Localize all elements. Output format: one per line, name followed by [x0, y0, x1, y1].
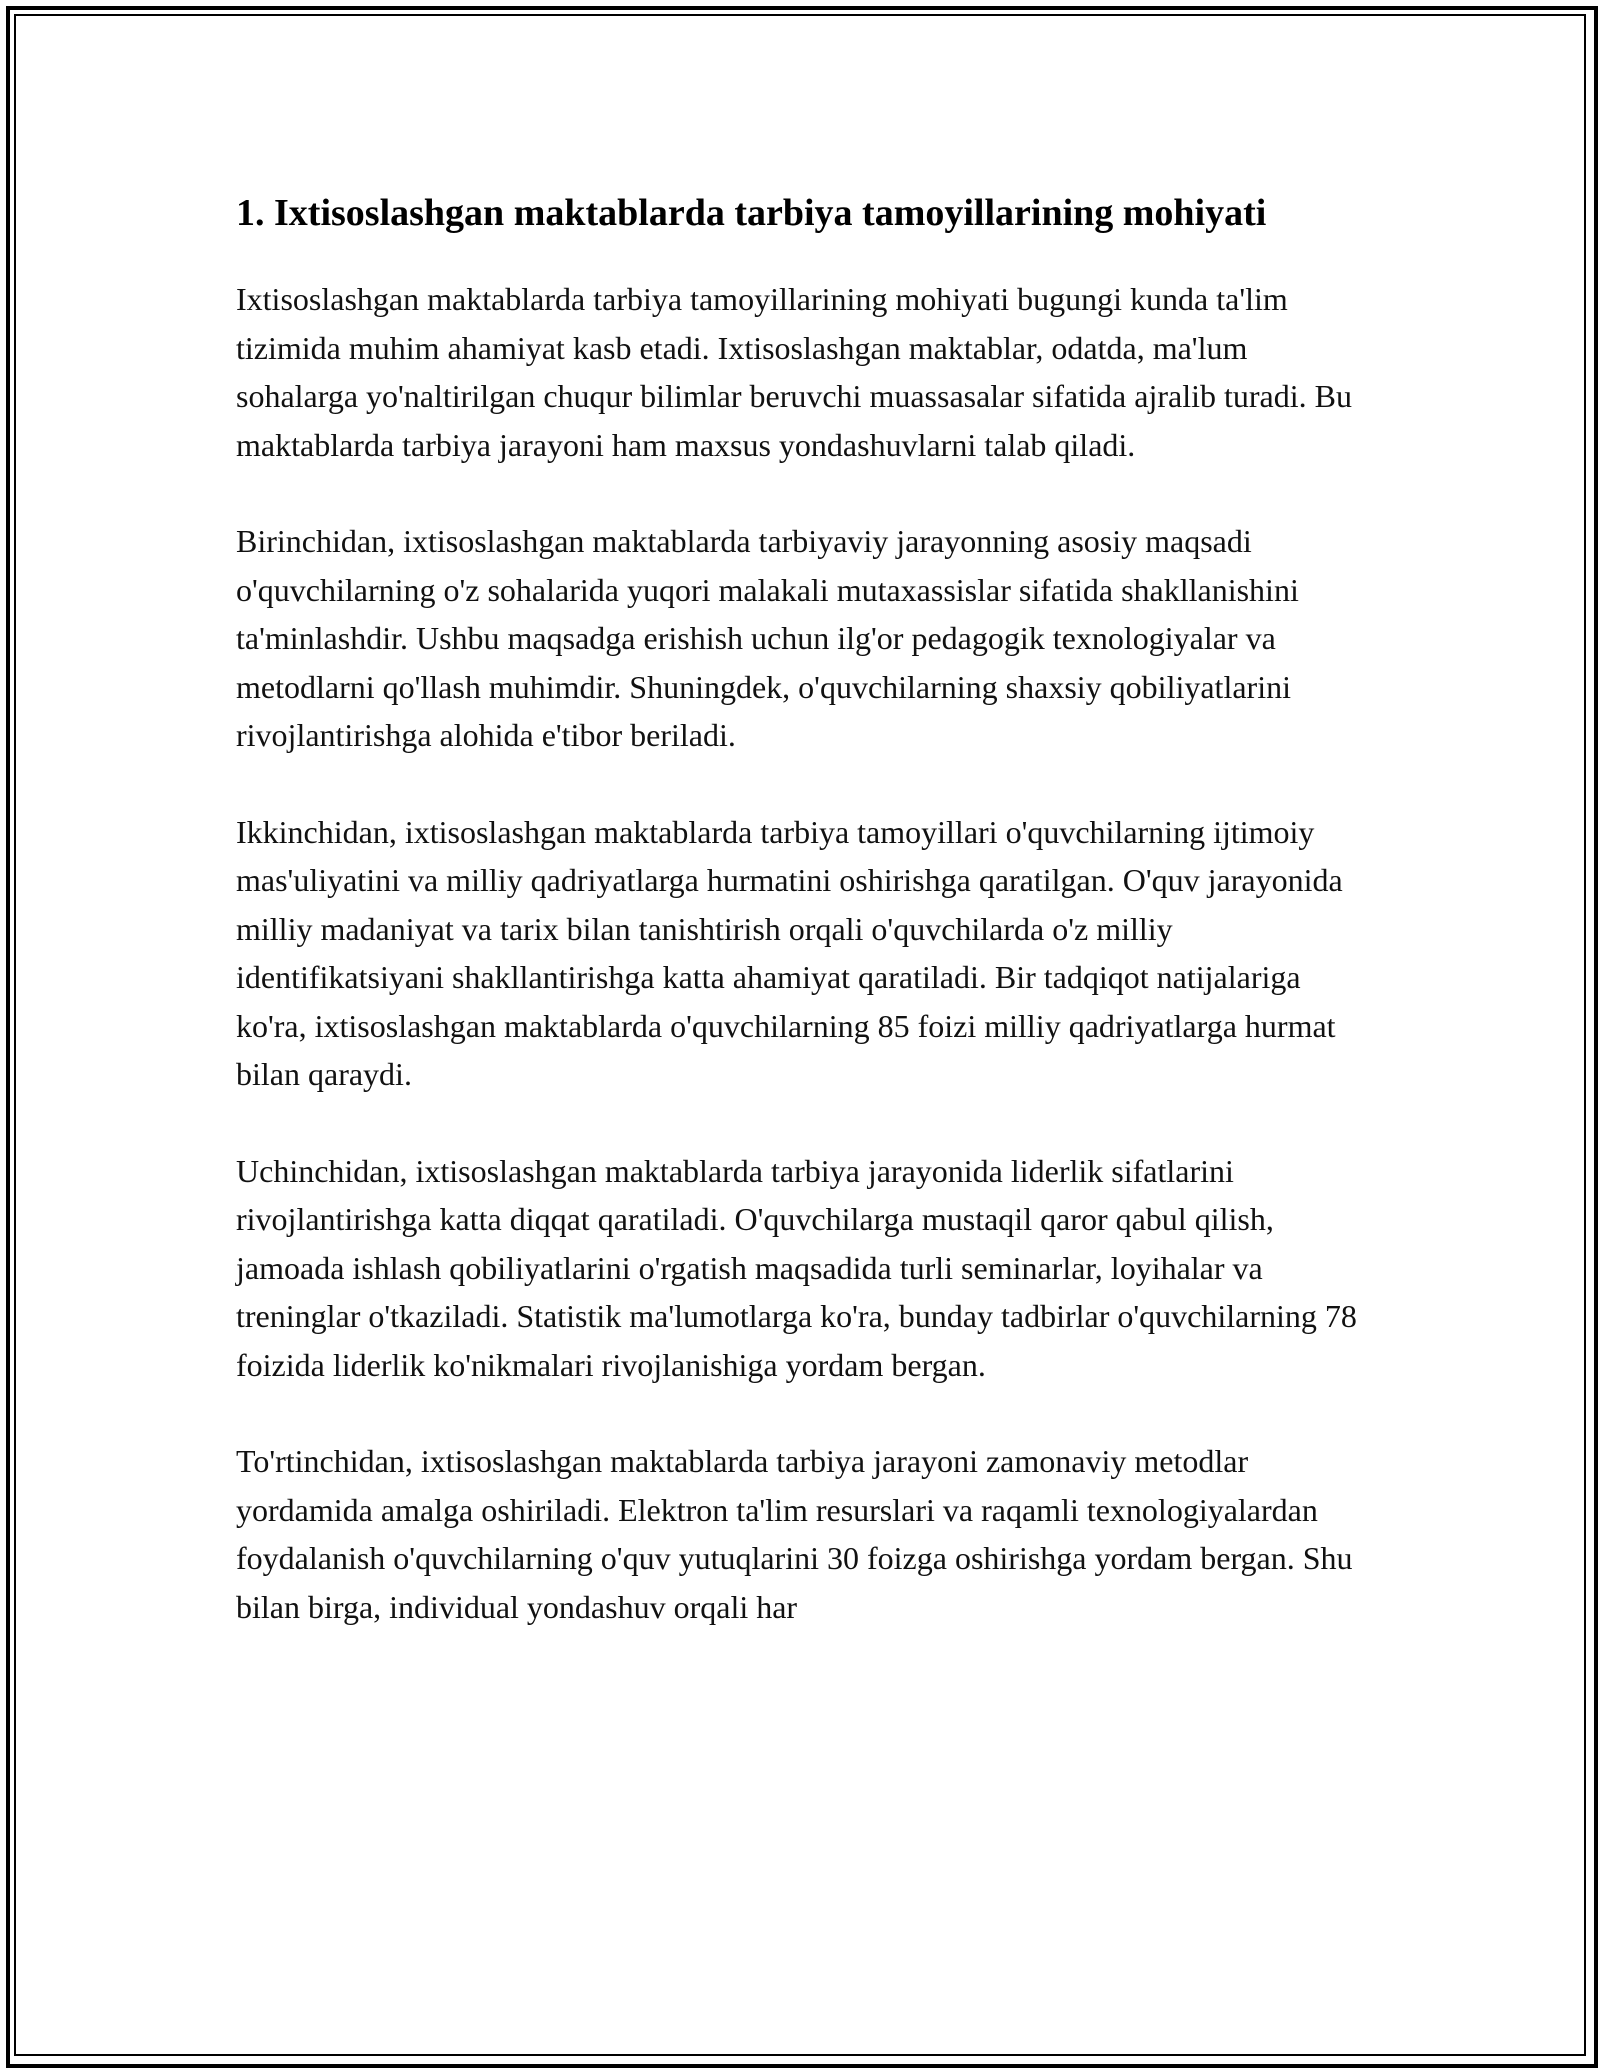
document-body — [236, 186, 1366, 1679]
paragraph-intro: Ixtisoslashgan maktablarda tarbiya tamoyillarining mohiyati bugungi kunda ta'lim tizimida muhim ahamiyat kasb etadi. Ixtisoslashgan maktablar, odatda, ma'lum sohalarga yo'naltirilgan chuqur bilimlar beruvchi muassasalar sifatida ajralib turadi. Bu maktablarda tarbiya jarayoni ham maxsus yondashuvlarni talab qiladi. — [236, 281, 1352, 463]
paragraph-first-point: Birinchidan, ixtisoslashgan maktablarda tarbiyaviy jarayonning asosiy maqsadi o'quvchilarning o'z sohalarida yuqori malakali mutaxassislar sifatida shakllanishini ta'minlashdir. Ushbu maqsadga erishish uchun ilg'or pedagogik texnologiyalar va metodlarni qo'llash muhimdir. Shuningdek, o'quvchilarning shaxsiy qobiliyatlarini rivojlantirishga alohida e'tibor beriladi. — [236, 523, 1299, 753]
section-heading: 1. Ixtisoslashgan maktablarda tarbiya tamoyillarining mohiyati — [236, 192, 1267, 234]
paragraph-second-point: Ikkinchidan, ixtisoslashgan maktablarda tarbiya tamoyillari o'quvchilarning ijtimoiy mas'uliyatini va milliy qadriyatlarga hurmatini oshirishga qaratilgan. O'quv jarayonida milliy madaniyat va tarix bilan tanishtirish orqali o'quvchilarda o'z milliy identifikatsiyani shakllantirishga katta ahamiyat qaratiladi. Bir tadqiqot natijalariga ko'ra, ixtisoslashgan maktablarda o'quvchilarning 85 foizi milliy qadriyatlarga hurmat bilan qaraydi. — [236, 813, 1343, 1092]
paragraph-fourth-point: To'rtinchidan, ixtisoslashgan maktablarda tarbiya jarayoni zamonaviy metodlar yordamida amalga oshiriladi. Elektron ta'lim resurslari va raqamli texnologiyalardan foydalanish o'quvchilarning o'quv yutuqlarini 30 foizga oshirishga yordam bergan. Shu bilan birga, individual yondashuv orqali har — [236, 1443, 1353, 1625]
paragraph-third-point: Uchinchidan, ixtisoslashgan maktablarda tarbiya jarayonida liderlik sifatlarini rivojlantirishga katta diqqat qaratiladi. O'quvchilarga mustaqil qaror qabul qilish, jamoada ishlash qobiliyatlarini o'rgatish maqsadida turli seminarlar, loyihalar va treninglar o'tkaziladi. Statistik ma'lumotlarga ko'ra, bunday tadbirlar o'quvchilarning 78 foizida liderlik ko'nikmalari rivojlanishiga yordam bergan. — [236, 1152, 1357, 1383]
